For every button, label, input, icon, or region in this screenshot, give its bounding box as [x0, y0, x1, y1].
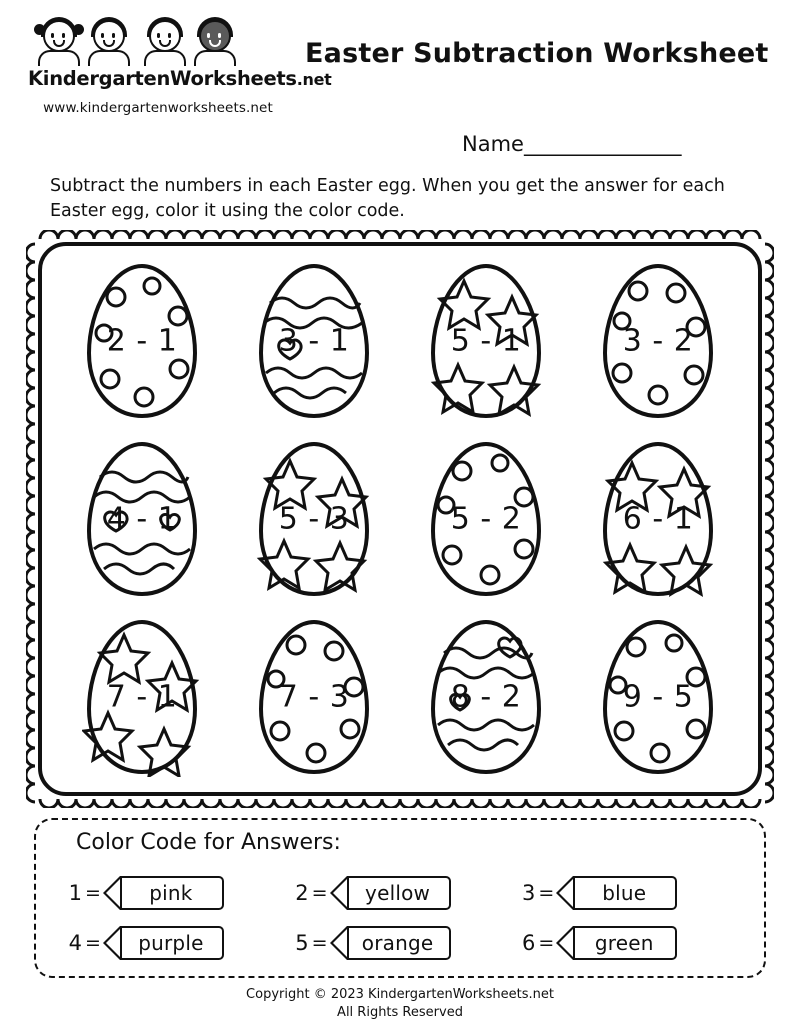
crayon-icon [330, 876, 451, 910]
color-code-number: 5 [295, 931, 309, 955]
egg-item[interactable] [56, 608, 228, 786]
crayon-icon [330, 926, 451, 960]
color-code-label: blue [602, 881, 647, 905]
color-code-label: green [594, 931, 654, 955]
egg-item[interactable] [572, 252, 744, 430]
color-code-label: orange [361, 931, 434, 955]
color-code-list [66, 872, 738, 964]
page-header [0, 14, 800, 156]
color-code-item[interactable] [293, 872, 512, 914]
crayon-icon [556, 876, 677, 910]
egg-item[interactable] [572, 608, 744, 786]
rights-text: All Rights Reserved [337, 1005, 463, 1020]
egg-equation: 5 - 2 [450, 501, 522, 537]
kid-icon-4 [192, 20, 238, 66]
egg-equation: 7 - 3 [278, 679, 350, 715]
color-code-item[interactable] [66, 922, 285, 964]
color-code-equals: = [311, 932, 328, 954]
egg-item[interactable] [572, 430, 744, 608]
color-code-equals: = [85, 882, 101, 904]
egg-item[interactable] [228, 608, 400, 786]
egg-equation: 5 - 3 [278, 501, 350, 537]
egg-item[interactable] [56, 252, 228, 430]
kid-icon-1 [36, 20, 82, 66]
egg-equation: 5 - 1 [450, 323, 522, 359]
egg-item[interactable] [400, 430, 572, 608]
color-code-panel [34, 818, 766, 978]
color-code-item[interactable] [519, 872, 738, 914]
egg-item[interactable] [56, 430, 228, 608]
egg-equation: 3 - 1 [278, 323, 350, 359]
color-code-item[interactable] [519, 922, 738, 964]
egg-equation: 9 - 5 [622, 679, 694, 715]
color-code-number: 3 [521, 881, 536, 905]
egg-item[interactable] [228, 252, 400, 430]
crayon-icon [103, 926, 224, 960]
color-code-number: 4 [68, 931, 82, 955]
site-url: www.kindergartenworksheets.net [43, 100, 273, 116]
color-code-number: 6 [521, 931, 536, 955]
color-code-item[interactable] [293, 922, 512, 964]
color-code-equals: = [538, 932, 555, 954]
color-code-label: pink [149, 881, 193, 905]
egg-equation: 3 - 2 [622, 323, 694, 359]
color-code-number: 2 [295, 881, 309, 905]
kid-icon-2 [86, 20, 132, 66]
kid-icon-3 [142, 20, 188, 66]
color-code-equals: = [311, 882, 328, 904]
instructions-text: Subtract the numbers in each Easter egg. When you get the answer for each Easter egg, color it using the color code. [50, 176, 725, 221]
color-code-number: 1 [68, 881, 82, 905]
egg-equation: 8 - 2 [450, 679, 522, 715]
egg-equation: 4 - 1 [106, 501, 178, 537]
color-code-label: purple [138, 931, 204, 955]
egg-problem-area [26, 230, 774, 808]
egg-item[interactable] [400, 252, 572, 430]
logo-text-suffix: .net [296, 70, 332, 89]
egg-equation: 7 - 1 [106, 679, 178, 715]
logo-text-main: KindergartenWorksheets [28, 67, 297, 90]
egg-item[interactable] [400, 608, 572, 786]
site-logo[interactable] [28, 20, 332, 116]
copyright-text: Copyright © 2023 KindergartenWorksheets.net [246, 987, 554, 1002]
kids-illustration-icon [36, 20, 268, 66]
crayon-icon [556, 926, 677, 960]
color-code-label: yellow [365, 881, 431, 905]
page-footer [0, 986, 800, 1022]
page-title: Easter Subtraction Worksheet [305, 38, 769, 69]
egg-item[interactable] [228, 430, 400, 608]
color-code-title: Color Code for Answers: [76, 830, 341, 855]
crayon-icon [103, 876, 224, 910]
color-code-equals: = [85, 932, 101, 954]
name-field-label[interactable]: Name_______________ [462, 132, 682, 156]
egg-equation: 2 - 1 [106, 323, 178, 359]
egg-grid [56, 252, 744, 786]
color-code-equals: = [538, 882, 555, 904]
site-logo-text [28, 67, 332, 90]
color-code-item[interactable] [66, 872, 285, 914]
egg-equation: 6 - 1 [622, 501, 694, 537]
